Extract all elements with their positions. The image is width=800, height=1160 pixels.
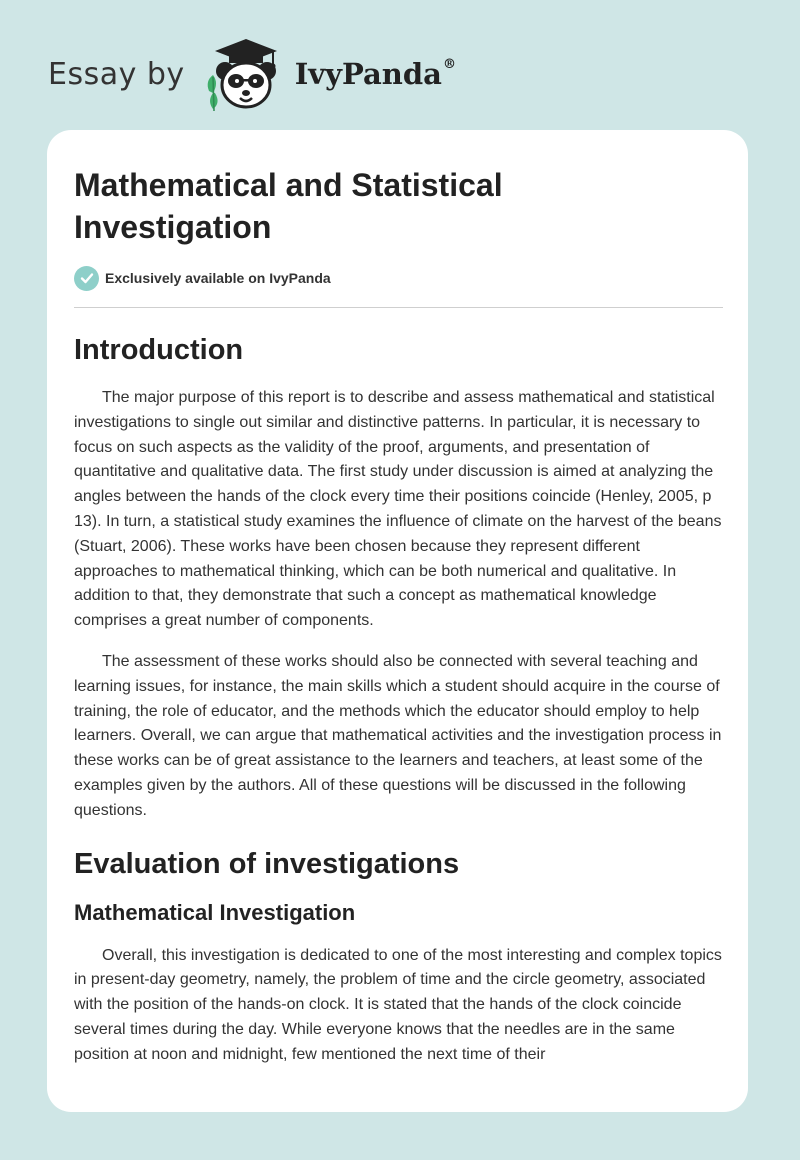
subsection-heading-mathematical: Mathematical Investigation	[74, 899, 356, 925]
section-heading-evaluation: Evaluation of investigations	[74, 847, 460, 880]
check-icon	[74, 266, 99, 291]
brand-name[interactable]: IvyPanda	[294, 57, 442, 91]
page-title: Mathematical and Statistical Investigation	[74, 167, 503, 245]
paragraph: Overall, this investigation is dedicated to one of the most interesting and complex topics in present-day geometry, namely, the problem of time and the circle geometry, associated with the position of the hands-on clock. It is stated that the hands of the clock coincide several times during the day. While everyone knows that the needles are in the same position at noon and midnight, few mentioned the next time of their	[74, 946, 722, 1063]
essay-content	[74, 130, 723, 1068]
registered-mark: ®	[442, 57, 456, 72]
essay-card	[47, 130, 748, 1112]
badge-label: Exclusively available on IvyPanda	[105, 270, 331, 286]
paragraph: The major purpose of this report is to describe and assess mathematical and statistical investigations to single out similar and distinctive patterns. In particular, it is necessary to focus on such aspects as the validity of the proof, arguments, and presentation of quantitative and qualitative data. The first study under discussion is aimed at analyzing the angles between the hands of the clock every time their positions coincide (Henley, 2005, p 13). In turn, a statistical study examines the influence of climate on the harvest of the beans (Stuart, 2006). These works have been chosen because they represent different approaches to mathematical thinking, which can be both numerical and qualitative. In addition to that, they demonstrate that such a concept as mathematical knowledge comprises a great number of components.	[74, 389, 722, 630]
site-header	[48, 34, 456, 114]
divider	[74, 307, 723, 308]
panda-logo-icon[interactable]	[203, 35, 289, 113]
section-heading-introduction: Introduction	[74, 334, 244, 366]
brand-logo-text[interactable]	[295, 57, 456, 91]
exclusive-badge	[74, 264, 723, 292]
essay-by-label: Essay by	[48, 56, 185, 92]
paragraph: The assessment of these works should also be connected with several teaching and learning issues, for instance, the main skills which a student should acquire in the course of training, the role of educator, and the methods which the educator should employ to help learners. Overall, we can argue that mathematical activities and the investigation process in these works can be of great assistance to the learners and teachers, at least some of the examples given by the authors. All of these questions will be discussed in the following questions.	[74, 652, 722, 819]
